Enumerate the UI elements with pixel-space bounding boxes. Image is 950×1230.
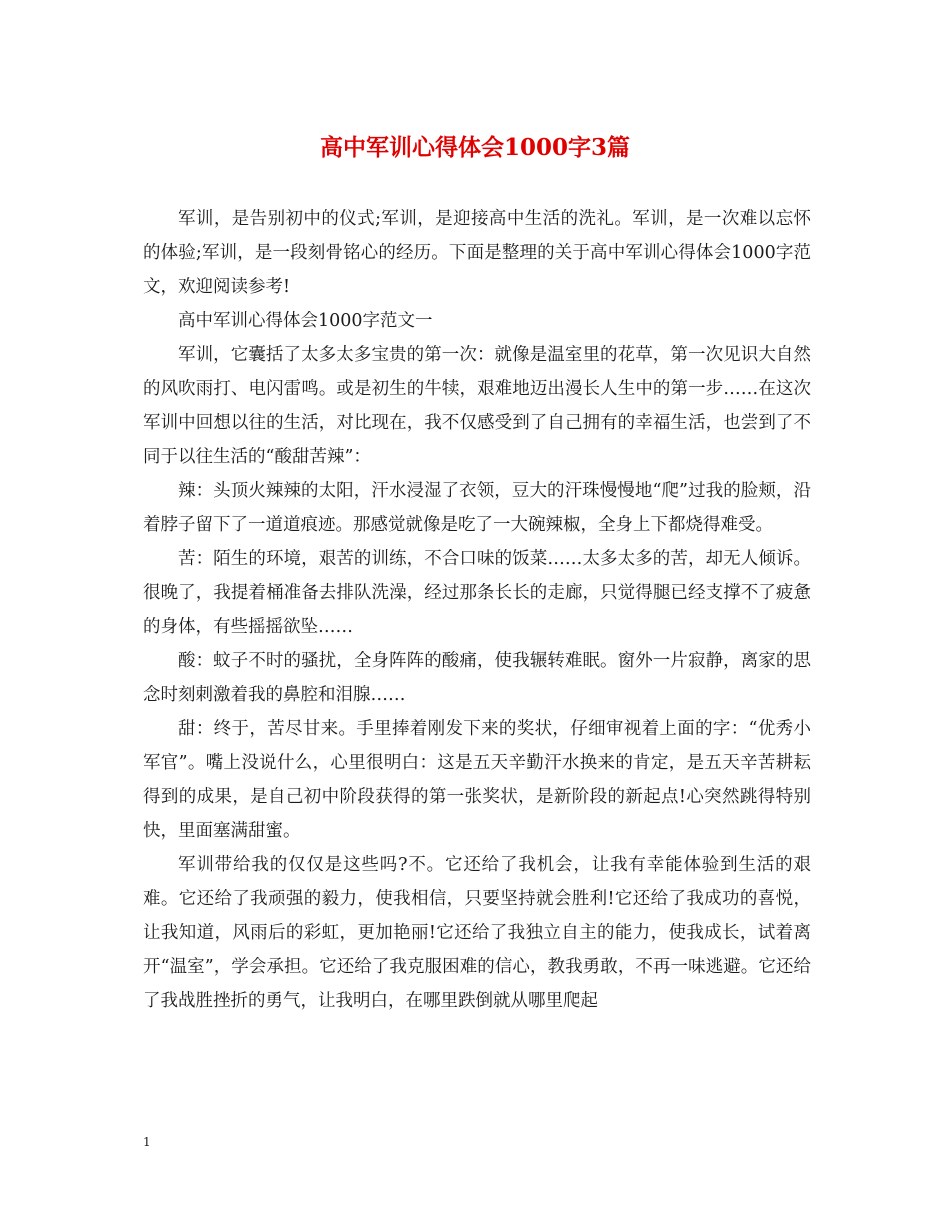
body-paragraph: 酸：蚊子不时的骚扰，全身阵阵的酸痛，使我辗转难眠。窗外一片寂静，离家的思念时刻刺激着我的鼻腔和泪腺…… <box>143 651 811 705</box>
page-title: 高中军训心得体会1000字3篇 <box>319 134 631 161</box>
body-paragraph: 辣：头顶火辣辣的太阳，汗水浸湿了衣领，豆大的汗珠慢慢地“爬”过我的脸颊，沿着脖子留下了一道道痕迹。那感觉就像是吃了一大碗辣椒，全身上下都烧得难受。 <box>143 481 811 535</box>
body-paragraph: 甜：终于，苦尽甘来。手里捧着刚发下来的奖状，仔细审视着上面的字：“优秀小军官”。嘴上没说什么，心里很明白：这是五天辛勤汗水换来的肯定，是五天辛苦耕耘得到的成果，是自己初中阶段获得的第一张奖状，是新阶段的新起点!心突然跳得特别快，里面塞满甜蜜。 <box>143 719 811 841</box>
intro-paragraph: 军训，是告别初中的仪式;军训，是迎接高中生活的洗礼。军训，是一次难以忘怀的体验;军训，是一段刻骨铭心的经历。下面是整理的关于高中军训心得体会1000字范文，欢迎阅读参考! <box>143 209 811 297</box>
body-paragraph: 军训，它囊括了太多太多宝贵的第一次：就像是温室里的花草，第一次见识大自然的风吹雨打、电闪雷鸣。或是初生的牛犊，艰难地迈出漫长人生中的第一步……在这次军训中回想以往的生活，对比现在，我不仅感受到了自己拥有的幸福生活，也尝到了不同于以往生活的“酸甜苦辣”： <box>143 345 811 467</box>
body-paragraph: 苦：陌生的环境，艰苦的训练，不合口味的饭菜……太多太多的苦，却无人倾诉。很晚了，我提着桶准备去排队洗澡，经过那条长长的走廊，只觉得腿已经支撑不了疲惫的身体，有些摇摇欲坠…… <box>143 549 811 637</box>
section-heading: 高中军训心得体会1000字范文一 <box>178 311 433 331</box>
document-body <box>143 202 811 1018</box>
page-number: 1 <box>143 1135 151 1149</box>
body-paragraph: 军训带给我的仅仅是这些吗?不。它还给了我机会，让我有幸能体验到生活的艰难。它还给了我顽强的毅力，使我相信，只要坚持就会胜利!它还给了我成功的喜悦，让我知道，风雨后的彩虹，更加艳丽!它还给了我独立自主的能力，使我成长，试着离开“温室”，学会承担。它还给了我克服困难的信心，教我勇敢，不再一味逃避。它还给了我战胜挫折的勇气，让我明白，在哪里跌倒就从哪里爬起 <box>143 855 811 1011</box>
